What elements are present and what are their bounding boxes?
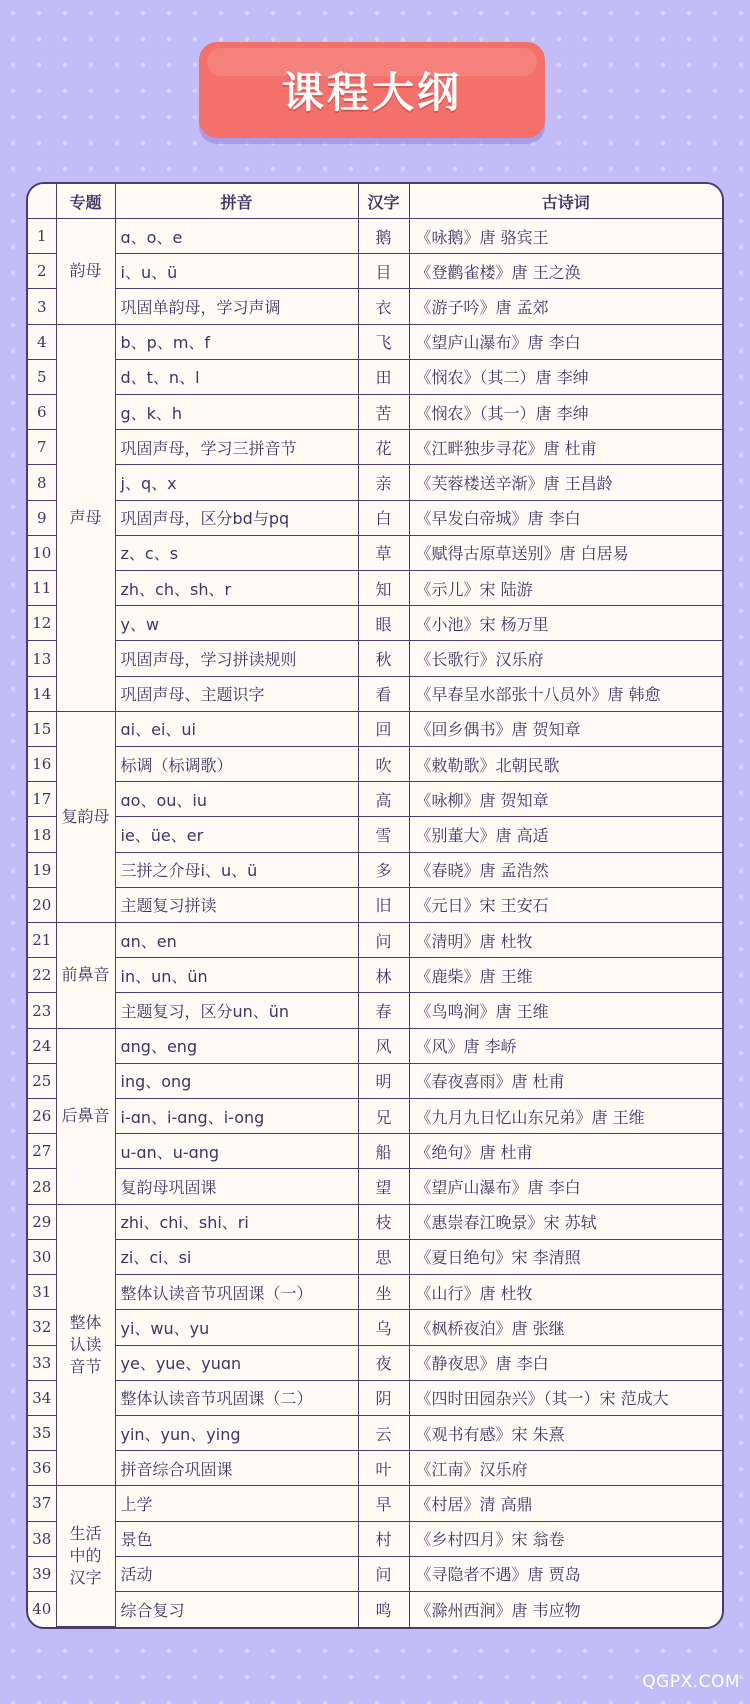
row-number: 12 [28, 606, 56, 641]
table-row [28, 500, 722, 535]
poem-cell: 《别董大》唐 高适 [409, 817, 722, 852]
poem-cell: 《鸟鸣涧》唐 王维 [409, 993, 722, 1028]
pinyin-cell: 巩固声母，学习三拼音节 [115, 430, 358, 465]
poem-cell: 《春夜喜雨》唐 杜甫 [409, 1063, 722, 1098]
topic-cell: 声母 [56, 324, 115, 711]
hanzi-cell: 坐 [358, 1275, 409, 1310]
table-row [28, 606, 722, 641]
hanzi-cell: 苦 [358, 395, 409, 430]
pinyin-cell: u-ɑn、u-ɑng [115, 1134, 358, 1169]
row-number: 23 [28, 993, 56, 1028]
table-row [28, 254, 722, 289]
poem-cell: 《四时田园杂兴》（其一）宋 范成大 [409, 1380, 722, 1415]
hanzi-cell: 叶 [358, 1451, 409, 1486]
row-number: 21 [28, 923, 56, 958]
pinyin-cell: 整体认读音节巩固课（一） [115, 1275, 358, 1310]
hanzi-cell: 阴 [358, 1380, 409, 1415]
table-row [28, 1486, 722, 1521]
pinyin-cell: ɑo、ou、iu [115, 782, 358, 817]
pinyin-cell: 拼音综合巩固课 [115, 1451, 358, 1486]
hanzi-cell: 问 [358, 1556, 409, 1591]
row-number: 17 [28, 782, 56, 817]
hanzi-cell: 雪 [358, 817, 409, 852]
hanzi-cell: 高 [358, 782, 409, 817]
poem-cell: 《芙蓉楼送辛渐》唐 王昌龄 [409, 465, 722, 500]
table-row [28, 1521, 722, 1556]
poem-cell: 《夏日绝句》宋 李清照 [409, 1239, 722, 1274]
pinyin-cell: 三拼之介母i、u、ü [115, 852, 358, 887]
pinyin-cell: zh、ch、sh、r [115, 571, 358, 606]
hanzi-cell: 田 [358, 359, 409, 394]
table-row [28, 1451, 722, 1486]
pinyin-cell: b、p、m、f [115, 324, 358, 359]
topic-cell: 整体 认读 音节 [56, 1204, 115, 1486]
hanzi-cell: 草 [358, 535, 409, 570]
hanzi-cell: 船 [358, 1134, 409, 1169]
row-number: 34 [28, 1380, 56, 1415]
hanzi-cell: 吹 [358, 747, 409, 782]
hanzi-cell: 乌 [358, 1310, 409, 1345]
poem-cell: 《游子吟》唐 孟郊 [409, 289, 722, 324]
row-number: 5 [28, 359, 56, 394]
table-row [28, 1063, 722, 1098]
row-number: 3 [28, 289, 56, 324]
header-poem: 古诗词 [409, 184, 722, 219]
row-number: 13 [28, 641, 56, 676]
header-pinyin: 拼音 [115, 184, 358, 219]
hanzi-cell: 早 [358, 1486, 409, 1521]
syllabus-table-container [26, 182, 724, 1629]
topic-cell: 生活 中的 汉字 [56, 1486, 115, 1627]
row-number: 39 [28, 1556, 56, 1591]
pinyin-cell: 上学 [115, 1486, 358, 1521]
table-row [28, 852, 722, 887]
poem-cell: 《登鹳雀楼》唐 王之涣 [409, 254, 722, 289]
table-row [28, 711, 722, 746]
row-number: 30 [28, 1239, 56, 1274]
pinyin-cell: ing、ong [115, 1063, 358, 1098]
hanzi-cell: 春 [358, 993, 409, 1028]
hanzi-cell: 回 [358, 711, 409, 746]
watermark: QGPX.COM [642, 1672, 740, 1692]
table-row [28, 359, 722, 394]
poem-cell: 《滁州西涧》唐 韦应物 [409, 1591, 722, 1626]
row-number: 14 [28, 676, 56, 711]
hanzi-cell: 白 [358, 500, 409, 535]
pinyin-cell: 主题复习，区分un、ün [115, 993, 358, 1028]
pinyin-cell: 整体认读音节巩固课（二） [115, 1380, 358, 1415]
hanzi-cell: 风 [358, 1028, 409, 1063]
poem-cell: 《村居》清 高鼎 [409, 1486, 722, 1521]
row-number: 38 [28, 1521, 56, 1556]
table-row [28, 1204, 722, 1239]
poem-cell: 《小池》宋 杨万里 [409, 606, 722, 641]
poem-cell: 《示儿》宋 陆游 [409, 571, 722, 606]
pinyin-cell: 复韵母巩固课 [115, 1169, 358, 1204]
table-row [28, 1028, 722, 1063]
table-row [28, 1275, 722, 1310]
title-banner [199, 42, 545, 138]
pinyin-cell: z、c、s [115, 535, 358, 570]
poem-cell: 《长歌行》汉乐府 [409, 641, 722, 676]
hanzi-cell: 飞 [358, 324, 409, 359]
pinyin-cell: 标调（标调歌） [115, 747, 358, 782]
hanzi-cell: 夜 [358, 1345, 409, 1380]
pinyin-cell: g、k、h [115, 395, 358, 430]
poem-cell: 《早发白帝城》唐 李白 [409, 500, 722, 535]
pinyin-cell: 巩固声母、主题识字 [115, 676, 358, 711]
row-number: 7 [28, 430, 56, 465]
hanzi-cell: 枝 [358, 1204, 409, 1239]
table-row [28, 958, 722, 993]
hanzi-cell: 亲 [358, 465, 409, 500]
poem-cell: 《咏鹅》唐 骆宾王 [409, 219, 722, 254]
table-row [28, 887, 722, 922]
table-row [28, 1345, 722, 1380]
pinyin-cell: in、un、ün [115, 958, 358, 993]
table-row [28, 641, 722, 676]
hanzi-cell: 衣 [358, 289, 409, 324]
poem-cell: 《望庐山瀑布》唐 李白 [409, 324, 722, 359]
hanzi-cell: 林 [358, 958, 409, 993]
table-row [28, 1556, 722, 1591]
table-row [28, 1134, 722, 1169]
poem-cell: 《赋得古原草送别》唐 白居易 [409, 535, 722, 570]
hanzi-cell: 鸣 [358, 1591, 409, 1626]
row-number: 22 [28, 958, 56, 993]
pinyin-cell: yin、yun、ying [115, 1415, 358, 1450]
row-number: 40 [28, 1591, 56, 1626]
poem-cell: 《元日》宋 王安石 [409, 887, 722, 922]
pinyin-cell: y、w [115, 606, 358, 641]
table-row [28, 1380, 722, 1415]
poem-cell: 《惠崇春江晚景》宋 苏轼 [409, 1204, 722, 1239]
table-row [28, 676, 722, 711]
row-number: 29 [28, 1204, 56, 1239]
pinyin-cell: ye、yue、yuɑn [115, 1345, 358, 1380]
pinyin-cell: zhi、chi、shi、ri [115, 1204, 358, 1239]
row-number: 25 [28, 1063, 56, 1098]
syllabus-table [28, 184, 722, 1627]
table-row [28, 1310, 722, 1345]
pinyin-cell: 主题复习拼读 [115, 887, 358, 922]
table-row [28, 395, 722, 430]
poem-cell: 《江畔独步寻花》唐 杜甫 [409, 430, 722, 465]
hanzi-cell: 花 [358, 430, 409, 465]
poem-cell: 《悯农》（其一）唐 李绅 [409, 395, 722, 430]
pinyin-cell: ɑi、ei、ui [115, 711, 358, 746]
pinyin-cell: j、q、x [115, 465, 358, 500]
row-number: 33 [28, 1345, 56, 1380]
pinyin-cell: 景色 [115, 1521, 358, 1556]
table-row [28, 324, 722, 359]
row-number: 32 [28, 1310, 56, 1345]
table-row [28, 993, 722, 1028]
header-topic: 专题 [56, 184, 115, 219]
poem-cell: 《枫桥夜泊》唐 张继 [409, 1310, 722, 1345]
poem-cell: 《观书有感》宋 朱熹 [409, 1415, 722, 1450]
table-row [28, 465, 722, 500]
table-row [28, 535, 722, 570]
row-number: 15 [28, 711, 56, 746]
table-row [28, 782, 722, 817]
table-row [28, 1591, 722, 1626]
header-num [28, 184, 56, 219]
row-number: 20 [28, 887, 56, 922]
poem-cell: 《咏柳》唐 贺知章 [409, 782, 722, 817]
row-number: 31 [28, 1275, 56, 1310]
hanzi-cell: 眼 [358, 606, 409, 641]
poem-cell: 《鹿柴》唐 王维 [409, 958, 722, 993]
pinyin-cell: 巩固单韵母，学习声调 [115, 289, 358, 324]
table-row [28, 1415, 722, 1450]
pinyin-cell: ɑn、en [115, 923, 358, 958]
topic-cell: 前鼻音 [56, 923, 115, 1029]
poem-cell: 《风》唐 李峤 [409, 1028, 722, 1063]
table-row [28, 747, 722, 782]
row-number: 11 [28, 571, 56, 606]
pinyin-cell: i、u、ü [115, 254, 358, 289]
pinyin-cell: ɑ、o、e [115, 219, 358, 254]
poem-cell: 《敕勒歌》北朝民歌 [409, 747, 722, 782]
row-number: 26 [28, 1099, 56, 1134]
hanzi-cell: 兄 [358, 1099, 409, 1134]
table-row [28, 817, 722, 852]
poem-cell: 《江南》汉乐府 [409, 1451, 722, 1486]
pinyin-cell: ɑng、eng [115, 1028, 358, 1063]
table-row [28, 430, 722, 465]
hanzi-cell: 目 [358, 254, 409, 289]
row-number: 35 [28, 1415, 56, 1450]
row-number: 19 [28, 852, 56, 887]
poem-cell: 《清明》唐 杜牧 [409, 923, 722, 958]
hanzi-cell: 旧 [358, 887, 409, 922]
table-row [28, 571, 722, 606]
table-row [28, 219, 722, 254]
row-number: 24 [28, 1028, 56, 1063]
poem-cell: 《春晓》唐 孟浩然 [409, 852, 722, 887]
topic-cell: 后鼻音 [56, 1028, 115, 1204]
table-row [28, 923, 722, 958]
table-row [28, 1239, 722, 1274]
poem-cell: 《山行》唐 杜牧 [409, 1275, 722, 1310]
pinyin-cell: 综合复习 [115, 1591, 358, 1626]
row-number: 8 [28, 465, 56, 500]
table-row [28, 1099, 722, 1134]
row-number: 16 [28, 747, 56, 782]
table-body [28, 219, 722, 1627]
table-header-row [28, 184, 722, 219]
poem-cell: 《回乡偶书》唐 贺知章 [409, 711, 722, 746]
hanzi-cell: 看 [358, 676, 409, 711]
row-number: 28 [28, 1169, 56, 1204]
poem-cell: 《乡村四月》宋 翁卷 [409, 1521, 722, 1556]
poem-cell: 《静夜思》唐 李白 [409, 1345, 722, 1380]
row-number: 27 [28, 1134, 56, 1169]
row-number: 1 [28, 219, 56, 254]
row-number: 9 [28, 500, 56, 535]
hanzi-cell: 秋 [358, 641, 409, 676]
row-number: 37 [28, 1486, 56, 1521]
poem-cell: 《九月九日忆山东兄弟》唐 王维 [409, 1099, 722, 1134]
row-number: 4 [28, 324, 56, 359]
table-row [28, 1169, 722, 1204]
hanzi-cell: 明 [358, 1063, 409, 1098]
pinyin-cell: 巩固声母，学习拼读规则 [115, 641, 358, 676]
header-hanzi: 汉字 [358, 184, 409, 219]
pinyin-cell: i-ɑn、i-ɑng、i-ong [115, 1099, 358, 1134]
row-number: 18 [28, 817, 56, 852]
page-title: 课程大纲 [281, 68, 462, 117]
hanzi-cell: 鹅 [358, 219, 409, 254]
table-row [28, 289, 722, 324]
poem-cell: 《悯农》（其二）唐 李绅 [409, 359, 722, 394]
hanzi-cell: 思 [358, 1239, 409, 1274]
pinyin-cell: d、t、n、l [115, 359, 358, 394]
hanzi-cell: 望 [358, 1169, 409, 1204]
hanzi-cell: 云 [358, 1415, 409, 1450]
poem-cell: 《绝句》唐 杜甫 [409, 1134, 722, 1169]
pinyin-cell: 活动 [115, 1556, 358, 1591]
hanzi-cell: 知 [358, 571, 409, 606]
poem-cell: 《望庐山瀑布》唐 李白 [409, 1169, 722, 1204]
hanzi-cell: 多 [358, 852, 409, 887]
pinyin-cell: yi、wu、yu [115, 1310, 358, 1345]
poem-cell: 《早春呈水部张十八员外》唐 韩愈 [409, 676, 722, 711]
pinyin-cell: ie、üe、er [115, 817, 358, 852]
pinyin-cell: zi、ci、si [115, 1239, 358, 1274]
topic-cell: 复韵母 [56, 711, 115, 922]
hanzi-cell: 村 [358, 1521, 409, 1556]
row-number: 2 [28, 254, 56, 289]
row-number: 10 [28, 535, 56, 570]
topic-cell: 韵母 [56, 219, 115, 325]
row-number: 36 [28, 1451, 56, 1486]
pinyin-cell: 巩固声母，区分bd与pq [115, 500, 358, 535]
row-number: 6 [28, 395, 56, 430]
hanzi-cell: 问 [358, 923, 409, 958]
poem-cell: 《寻隐者不遇》唐 贾岛 [409, 1556, 722, 1591]
